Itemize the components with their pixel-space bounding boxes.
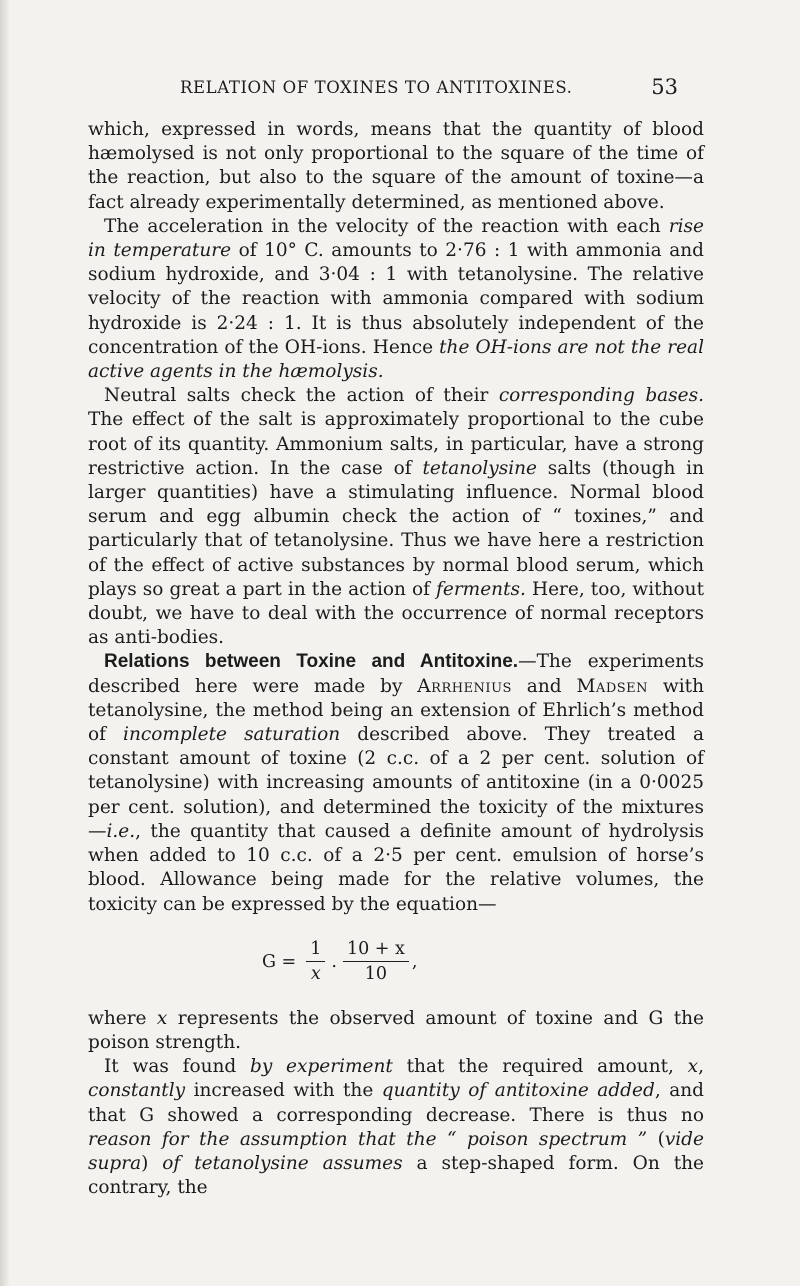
italic-text: quantity of antitoxine added (381, 1080, 655, 1102)
equation-dot: . (331, 951, 337, 972)
paragraph-where (88, 1007, 704, 1055)
equation-lhs: G = (262, 951, 297, 972)
equation-fraction-1 (306, 939, 325, 985)
fraction-1-denominator: x (310, 963, 321, 984)
text-run: of 10° C. amounts to 2·76 : 1 with ammonia and sodium hydroxide, and 3·04 : 1 with tetanolysine. The relative velocity of the reaction with ammonia compared with sodium hydroxide is 2·24 : 1. It is thus absolutely independent of the concentration of the OH-ions. Hence (88, 240, 704, 358)
paragraph-temperature (88, 215, 704, 384)
italic-text: by experiment (250, 1056, 393, 1078)
text-run: Neutral salts check the action of their (104, 385, 499, 407)
text-run: that the required amount, (392, 1056, 688, 1078)
italic-text: x (687, 1056, 699, 1078)
fraction-1-numerator: 1 (306, 939, 325, 962)
italic-text: reason for the assumption that the “ poison spectrum ” (88, 1128, 648, 1150)
text-run: with tetanolysine, the method being an extension of Ehrlich’s method of (88, 675, 704, 746)
text-run: and (511, 675, 577, 697)
text-run: It was found (104, 1056, 251, 1078)
paragraph-neutral-salts (88, 384, 704, 650)
paragraph-experiment (88, 1055, 704, 1200)
italic-text: constantly (88, 1080, 186, 1102)
text-run: a step-shaped form. On the contrary, the (88, 1152, 704, 1199)
text-run: The effect of the salt is approximately proportional to the cube root of its quantity. Ammonium salts, in particular, have a strong restrictive action. In the case of (88, 409, 704, 479)
toxicity-equation (262, 931, 704, 993)
author-name: Arrhenius (417, 675, 512, 697)
italic-text: vide supra (88, 1128, 704, 1174)
italic-text: i.e. (106, 820, 136, 842)
text-run: salts (though in larger quantities) have a stimulating influence. Normal blood serum and egg albumin check the action of “ toxines,” and particularly that of tetanolysine. Thus we have here a restriction of the effect of active substances by normal blood serum, which plays so great a part in the action of (88, 457, 704, 600)
text-run: The acceleration in the velocity of the reaction with each (104, 215, 669, 237)
italic-text: x (156, 1007, 168, 1029)
author-name: Madsen (576, 675, 649, 697)
italic-text: corresponding bases. (498, 385, 705, 407)
italic-text: incomplete saturation (123, 724, 341, 746)
fraction-2-numerator: 10 + x (343, 939, 409, 962)
text-run: —The experiments described here were made by (88, 651, 704, 697)
text-run: ) (141, 1152, 163, 1174)
section-heading: Relations between Toxine and Antitoxine. (104, 651, 519, 673)
text-run: , and that G showed a corresponding decrease. There is thus no (88, 1080, 704, 1126)
running-title: RELATION OF TOXINES TO ANTITOXINES. (180, 78, 573, 97)
italic-text: rise in temperature (88, 215, 704, 262)
text-run: where (88, 1007, 157, 1029)
text-run: ( (647, 1128, 665, 1150)
page-header (0, 75, 800, 102)
page-number: 53 (651, 75, 678, 99)
text-run: , the quantity that caused a definite amount of hydrolysis when added to 10 c.c. of a 2·5 per cent. emulsion of horse’s blood. Allowance being made for the relative volumes, the toxicity can be expressed by the equation— (88, 820, 704, 915)
italic-text: the OH-ions are not the real active agents in the hæmolysis. (88, 336, 704, 383)
text-run: represents the observed amount of toxine and G the poison strength. (88, 1007, 704, 1053)
fraction-2-denominator: 10 (364, 963, 388, 984)
text-run: described above. They treated a constant amount of toxine (2 c.c. of a 2 per cent. solution of tetanolysine) with increasing amounts of antitoxine (in a 0·0025 per cent. solution), and determined the toxicity of the mixtures — (88, 724, 704, 842)
italic-text: of tetanolysine assumes (162, 1152, 403, 1174)
text-run: , (698, 1056, 704, 1078)
text-run: Here, too, without doubt, we have to deal with the occurrence of normal receptors as anti-bodies. (88, 578, 705, 649)
italic-text: tetanolysine (422, 457, 537, 479)
text-run: increased with the (185, 1080, 382, 1102)
paragraph-toxine-antitoxine (88, 650, 704, 916)
paragraph-continuation: which, expressed in words, means that the quantity of blood hæmolysed is not only proportional to the square of the time of the reaction, but also to the square of the amount of toxine—a fact already experimentally determined, as mentioned above. (88, 119, 704, 213)
italic-text: ferments. (436, 578, 526, 600)
page-edge-shadow (0, 0, 10, 1286)
equation-comma: , (411, 951, 418, 972)
equation-fraction-2 (343, 939, 409, 985)
body-text (88, 118, 704, 1200)
